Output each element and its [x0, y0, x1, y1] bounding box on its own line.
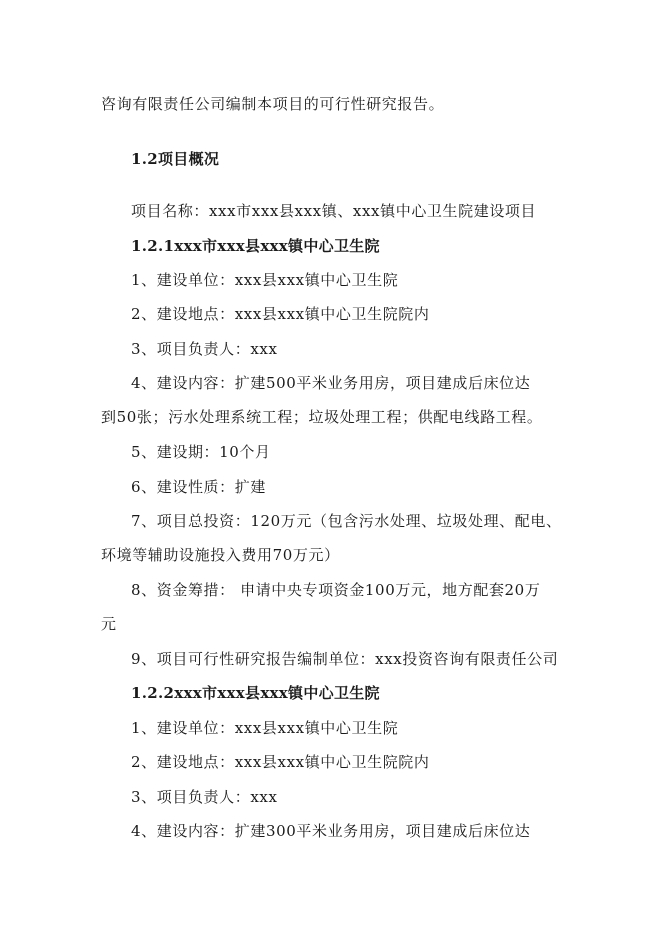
list-item-continuation: 元 — [101, 615, 117, 633]
list-item-continuation: 到50张；污水处理系统工程；垃圾处理工程；供配电线路工程。 — [101, 408, 543, 426]
section-heading: 1.2项目概况 — [131, 150, 220, 168]
list-item: 8、资金筹措： 申请中央专项资金100万元，地方配套20万 — [131, 581, 541, 599]
list-item: 2、建设地点：xxx县xxx镇中心卫生院院内 — [131, 305, 430, 323]
list-item: 4、建设内容：扩建300平米业务用房，项目建成后床位达 — [131, 822, 531, 840]
list-item: 7、项目总投资：120万元（包含污水处理、垃圾处理、配电、 — [131, 512, 562, 530]
list-item: 9、项目可行性研究报告编制单位：xxx投资咨询有限责任公司 — [131, 650, 559, 668]
list-item: 2、建设地点：xxx县xxx镇中心卫生院院内 — [131, 753, 430, 771]
list-item: 1、建设单位：xxx县xxx镇中心卫生院 — [131, 719, 399, 737]
list-item: 3、项目负责人：xxx — [131, 788, 278, 806]
list-item: 1、建设单位：xxx县xxx镇中心卫生院 — [131, 271, 399, 289]
list-item: 3、项目负责人：xxx — [131, 340, 278, 358]
list-item: 4、建设内容：扩建500平米业务用房，项目建成后床位达 — [131, 374, 531, 392]
list-item: 6、建设性质：扩建 — [131, 478, 266, 496]
subsection-heading: 1.2.1xxx市xxx县xxx镇中心卫生院 — [131, 237, 380, 255]
list-item-continuation: 环境等辅助设施投入费用70万元） — [101, 546, 340, 564]
project-name: 项目名称：xxx市xxx县xxx镇、xxx镇中心卫生院建设项目 — [131, 202, 537, 220]
list-item: 5、建设期：10个月 — [131, 443, 271, 461]
paragraph-continuation: 咨询有限责任公司编制本项目的可行性研究报告。 — [101, 95, 445, 113]
subsection-heading: 1.2.2xxx市xxx县xxx镇中心卫生院 — [131, 684, 380, 702]
